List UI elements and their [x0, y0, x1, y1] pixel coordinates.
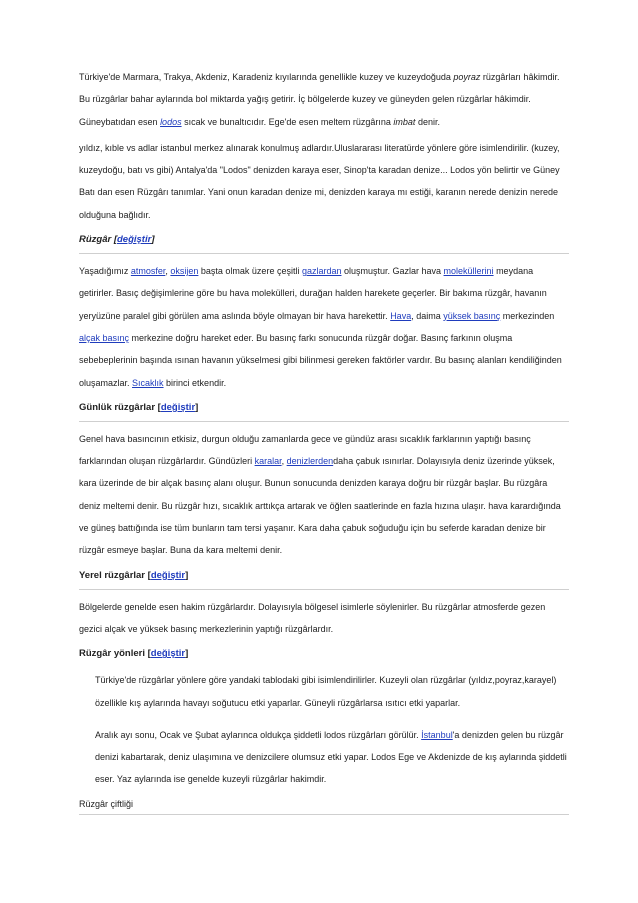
text: merkezinden: [500, 310, 555, 321]
link-karalar[interactable]: karalar: [254, 456, 282, 467]
link-yuksek-basinc[interactable]: yüksek basınç: [443, 310, 501, 321]
link-sicaklik[interactable]: Sıcaklık: [132, 377, 164, 388]
link-lodos[interactable]: lodos: [160, 116, 182, 127]
text: ,: [281, 456, 287, 467]
link-molekullerini[interactable]: moleküllerini: [443, 266, 494, 277]
heading-text: Rüzgâr yönleri [: [79, 648, 151, 660]
text: Aralık ayı sonu, Ocak ve Şubat aylarınca oldukça şiddetli lodos rüzgârları görülür.: [95, 729, 422, 740]
section-heading-yonler: [79, 643, 569, 667]
text: Yaşadığımız: [79, 266, 131, 277]
indented-block: [95, 669, 569, 790]
yonler-paragraph: Türkiye'de rüzgârlar yönlere göre yandaki tablodaki gibi isimlendirilirler. Kuzeyli olan rüzgârlar (yıldız,poyraz,karayel) özellikle kış aylarında havayı soğutucu etki yaparlar. Güneyli rüzgârlarsa ısıtıcı etki yaparlar.: [95, 675, 557, 708]
edit-link[interactable]: değiştir: [150, 648, 186, 660]
text: Türkiye'de Marmara, Trakya, Akdeniz, Karadeniz kıyılarında genellikle kuzey ve kuzeydoğuda: [79, 72, 454, 82]
text: başta olmak üzere çeşitli: [198, 266, 302, 277]
heading-text: Günlük rüzgârlar [: [79, 401, 161, 413]
text: daha çabuk ısınırlar. Dolayısıyla deniz üzerinde yüksek, kara üzerinde de bir alçak basınç alanı oluşur. Bunun sonucunda denizden karaya doğru bir rüzgâr başlar. Bu rüzgâra deniz meltemi denir. Bu rüzgâr hızı, sıcaklık arttıkça artarak ve öğlen saatlerinde en fazla hızına ulaşır. hava karardığında ve güneş battığında ise tüm bunların tam tersi yaşanır. Kara daha çabuk soğuduğu için bu seferde karadan denize bir rüzgâr esmeye başlar. Buna da kara meltemi denir.: [79, 456, 561, 556]
ruzgar-paragraph: [79, 260, 569, 394]
text: Genel hava basıncının etkisiz, durgun olduğu zamanlarda gece ve gündüz arası sıcaklık farklarının yaptığı basınç farklarından oluşan rüzgârlardır. Gündüzleri: [79, 433, 531, 467]
edit-link[interactable]: değiştir: [160, 401, 196, 413]
link-hava[interactable]: Hava: [390, 310, 412, 321]
gunluk-paragraph: [79, 428, 569, 562]
text: ,: [165, 266, 171, 277]
link-gazlardan[interactable]: gazlardan: [301, 266, 342, 277]
heading-bracket: ]: [151, 234, 155, 246]
text: meydana getirirler. Basıç değişimlerine göre bu hava molekülleri, durağan halden harekete geçerler. Bir bakıma rüzgâr, havanın yeryüzüne paralel gibi görülen ama aslında böyle olmayan bir hava harekettir.: [79, 266, 547, 321]
section-heading-ruzgar: [79, 229, 569, 254]
yerel-paragraph: Bölgelerde genelde esen hakim rüzgârlardır. Dolayısıyla bölgesel isimlerle söylenirler. Bu rüzgârlar atmosferde gezen gezici alçak ve yüksek basınç merkezlerinin yaptığı rüzgârlardır.: [79, 601, 546, 634]
text: denir.: [415, 116, 440, 127]
heading-bracket: ]: [195, 401, 199, 413]
edit-link[interactable]: değiştir: [117, 234, 152, 246]
heading-bracket: ]: [185, 569, 189, 581]
edit-link[interactable]: değiştir: [150, 569, 186, 581]
heading-text: Yerel rüzgârlar [: [79, 569, 151, 581]
text: birinci etkendir.: [163, 377, 227, 388]
section-heading-gunluk: [79, 397, 569, 422]
link-alcak-basinc[interactable]: alçak basınç: [79, 332, 130, 343]
text: 'a denizden gelen bu rüzgâr denizi kabartarak, deniz ulaşımına ve denizcilere olumsuz etki yapar. Lodos Ege ve Akdenizde de kış aylarında şiddetli eser. Yaz aylarında ise genelde kuzeyli rüzgârlar hakimdir.: [95, 729, 567, 785]
lodos-paragraph: [95, 724, 569, 791]
text: rüzgârları hâkimdir. Bu rüzgârlar bahar aylarında bol miktarda yağış getirir. İç bölgelerde kuzey ve güneyden gelen rüzgârlar hâkimdir. Güneybatıdan esen: [79, 72, 560, 127]
heading-text: Rüzgâr [: [79, 234, 117, 246]
poyraz-term: poyraz: [453, 72, 481, 82]
text: sıcak ve bunaltıcıdır. Ege'de esen meltem rüzgârına: [181, 116, 394, 127]
link-denizlerden[interactable]: denizlerden: [286, 456, 334, 467]
text: , daima: [411, 310, 444, 321]
link-istanbul[interactable]: İstanbul: [421, 729, 453, 740]
text: oluşmuştur. Gazlar hava: [341, 266, 444, 277]
intro-paragraph: [79, 66, 569, 133]
section-heading-yerel: [79, 565, 569, 590]
directions-paragraph: yıldız, kıble vs adlar istanbul merkez alınarak konulmuş adlardır.Uluslararası literatürde yönlere göre isimlendirilir. (kuzey, kuzeydoğu, batı vs gibi) Antalya'da "Lodos" denizden karaya eser, Sinop'ta karadan denize... Lodos yön belirtir ve Güney Batı dan esen Rüzgârı tanımlar. Yani onun karadan denize mi, denizden karaya mı estiği, karanın nerede denizin nerede olduğuna bağlıdır.: [79, 142, 560, 220]
article-body: [79, 66, 569, 815]
section-heading-ciftligi: Rüzgâr çiftliği: [79, 795, 569, 815]
heading-bracket: ]: [185, 648, 189, 660]
imbat-term: imbat: [393, 116, 416, 127]
link-atmosfer[interactable]: atmosfer: [130, 266, 166, 277]
link-oksijen[interactable]: oksijen: [170, 266, 199, 277]
text: merkezine doğru hareket eder. Bu basınç farkı sonucunda rüzgâr doğar. Basınç farkının oluşma sebebeplerinin başında ısınan havanın yükselmesi gibi bilinmesi gereken faktörler vardır. Bu basınç alanları kendiliğinden oluşamazlar.: [79, 332, 562, 388]
